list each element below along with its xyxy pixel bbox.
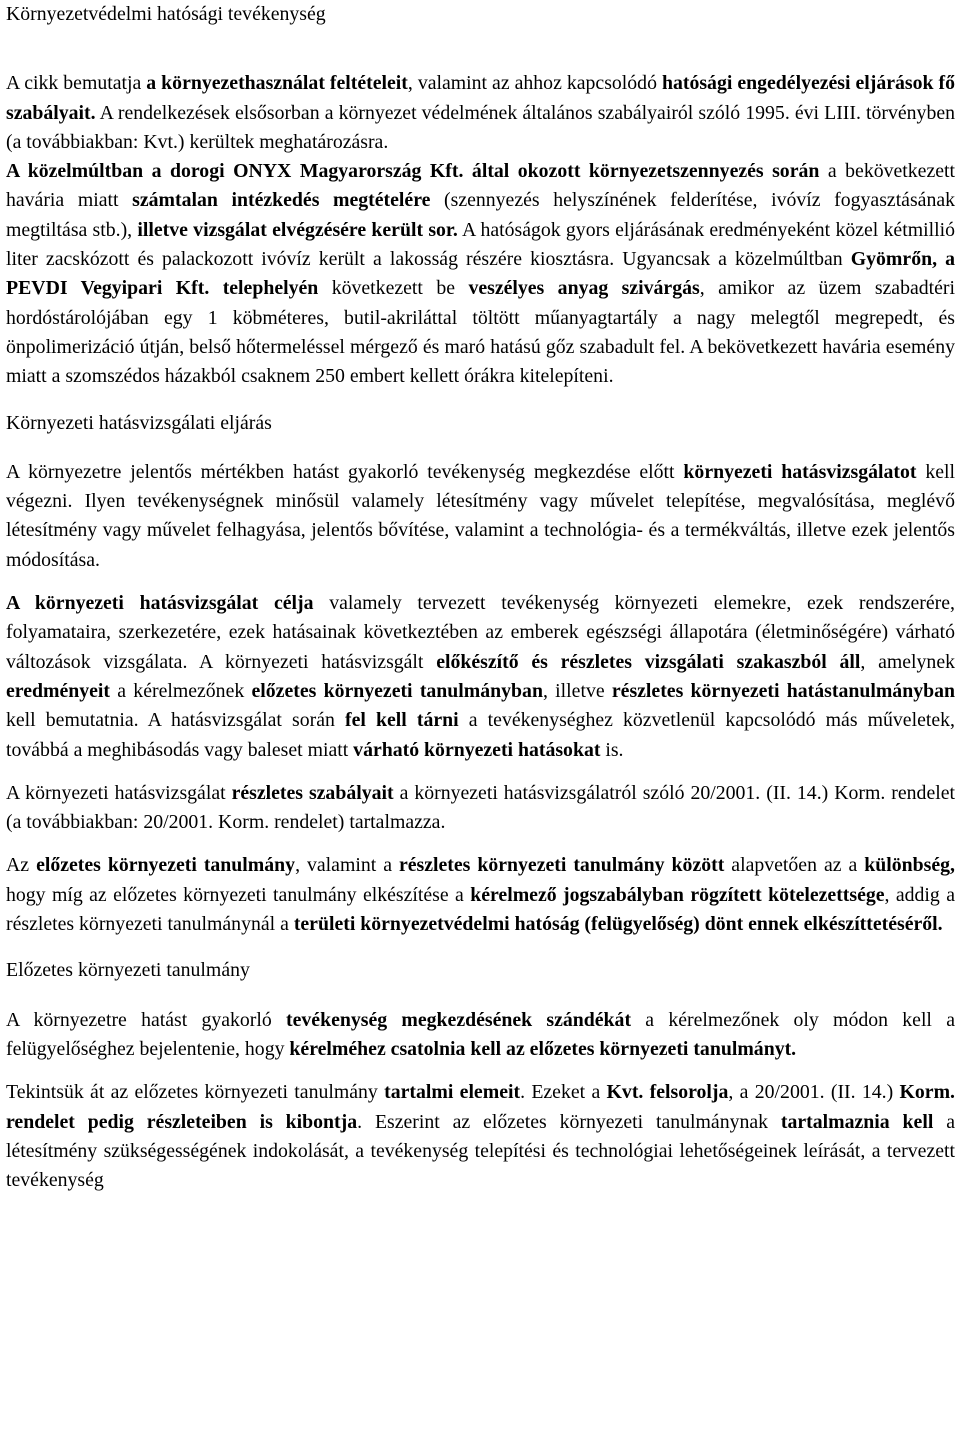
text-run: hogy míg az előzetes környezeti tanulmány elkészítése a [6, 883, 471, 906]
text-run: is. [600, 738, 624, 761]
bold-text: előkészítő és részletes vizsgálati szakaszból áll [436, 650, 861, 673]
bold-text: eredményeit [6, 679, 110, 702]
bold-text: várható környezeti hatásokat [353, 738, 601, 761]
text-run: , a 20/2001. (II. 14.) [728, 1081, 900, 1104]
paragraph [6, 779, 955, 838]
text-run: . Eszerint az előzetes környezeti tanulmánynak [357, 1110, 781, 1133]
paragraph [6, 589, 955, 765]
bold-text: a környezethasználat feltételeit [146, 72, 408, 95]
bold-text: tartalmaznia kell [780, 1110, 934, 1133]
bold-text: területi környezetvédelmi hatóság (felügyelőség) dönt ennek elkészíttetéséről. [293, 913, 943, 936]
bold-text: A közelmúltban a dorogi ONYX Magyarország Kft. által okozott környezetszennyezés során [6, 160, 820, 183]
bold-text: veszélyes anyag szivárgás [468, 277, 700, 300]
bold-text: illetve vizsgálat elvégzésére került sor. [137, 218, 458, 241]
bold-text: Kvt. felsorolja [606, 1081, 729, 1104]
text-run: a tevékenységhez közvetlenül kapcsolódó más műveletek, továbbá a meghibásodás vagy baleset miatt [6, 709, 955, 761]
text-run: valamely tervezett tevékenység környezeti elemekre, ezek rendszerére, folyamataira, szerkezetére, ezek hatásainak következtében az emberek egészségi állapotára (életminőségére) várható változások vizsgálata. A környezeti hatásvizsgált [6, 592, 955, 673]
bold-text: fel kell tárni [345, 709, 459, 732]
text-run: a környezeti hatásvizsgálatról szóló 20/2001. (II. 14.) Korm. rendelet (a továbbiakban: 20/2001. Korm. rendelet) tartalmazza. [6, 781, 956, 834]
section-heading: Környezeti hatásvizsgálati eljárás [6, 411, 272, 434]
bold-text: A környezeti hatásvizsgálat célja [6, 592, 314, 615]
text-run: alapvetően az a [724, 854, 865, 877]
text-run: a kérelmezőnek oly módon kell a felügyelőséghez bejelentenie, hogy [6, 1008, 955, 1060]
bold-text: Gyömrőn, a PEVDI Vegyipari Kft. telephelyén [6, 248, 955, 300]
text-run: A környezeti hatásvizsgálat [6, 781, 232, 804]
text-run: kell végezni. Ilyen tevékenységnek minősül valamely létesítmény vagy művelet telepítése, megvalósítása, meglévő létesítmény vagy művelet felhagyása, jelentős bővítése, valamint a technológia- és a termékváltás, illetve ezek jelentős módosítása. [6, 460, 955, 571]
bold-text: részletes szabályait [231, 781, 394, 804]
paragraph [6, 1006, 955, 1065]
text-run: következett be [318, 277, 469, 300]
text-run: (szennyezés helyszínének felderítése, ivóvíz fogyasztásának megtiltása stb.), [6, 189, 956, 241]
text-run: A környezetre hatást gyakorló [6, 1008, 287, 1031]
bold-text: kérelmező jogszabályban rögzített kötelezettsége [470, 883, 885, 906]
paragraph [6, 458, 955, 575]
text-run: A környezetre jelentős mértékben hatást gyakorló tevékenység megkezdése előtt [6, 460, 684, 483]
bold-text: előzetes környezeti tanulmányban [251, 679, 543, 702]
paragraph [6, 157, 955, 391]
section-heading: Előzetes környezeti tanulmány [6, 959, 250, 982]
bold-text: tartalmi elemeit [384, 1081, 521, 1104]
bold-text: előzetes környezeti tanulmány [36, 854, 296, 877]
text-run: a létesítmény szükségességének indokolását, a tevékenység telepítési és technológiai lehetőségeinek leírását, a tervezett tevékenység [6, 1110, 955, 1192]
text-run: , illetve [542, 679, 612, 702]
text-run: , addig a részletes környezeti tanulmánynál a [6, 883, 955, 936]
text-run: , valamint az ahhoz kapcsolódó [407, 72, 662, 95]
paragraph [6, 69, 955, 157]
page-title: Környezetvédelmi hatósági tevékenység [6, 3, 326, 25]
text-run: a bekövetkezett havária miatt [6, 160, 956, 212]
paragraph [6, 851, 955, 939]
text-run: A hatóságok gyors eljárásának eredményeként közel kétmillió liter zacskózott és palackozott ivóvíz került a lakosság részére kiosztásra. Ugyancsak a közelmúltban [6, 218, 955, 271]
text-run: kell bemutatnia. A hatásvizsgálat során [6, 709, 346, 732]
text-run: Tekintsük át az előzetes környezeti tanulmány [6, 1081, 385, 1104]
text-run: Az [6, 854, 37, 877]
text-run: . Ezeket a [520, 1081, 607, 1104]
bold-text: tevékenység megkezdésének szándékát [286, 1008, 632, 1031]
bold-text: Korm. rendelet pedig részleteiben is kibontja [6, 1081, 955, 1133]
bold-text: környezeti hatásvizsgálatot [683, 460, 917, 483]
paragraph [6, 1078, 955, 1195]
bold-text: kérelméhez csatolnia kell az előzetes környezeti tanulmányt. [289, 1037, 797, 1060]
text-run: A cikk bemutatja [6, 72, 147, 95]
text-run: a kérelmezőnek [110, 679, 252, 702]
bold-text: különbség, [864, 854, 955, 877]
text-run: , amelynek [860, 650, 955, 673]
text-run: , valamint a [295, 854, 399, 877]
bold-text: hatósági engedélyezési eljárások fő szabályait. [6, 72, 956, 124]
bold-text: számtalan intézkedés megtételére [132, 189, 431, 212]
bold-text: részletes környezeti tanulmány között [398, 854, 725, 877]
text-run: A rendelkezések elsősorban a környezet védelmének általános szabályairól szóló 1995. évi LIII. törvényben (a továbbiakban: Kvt.) kerültek meghatározásra. [6, 101, 955, 153]
text-run: , amikor az üzem szabadtéri hordóstárolójában egy 1 köbméteres, butil-akriláttal töltött műanyagtartály a nagy melegtől megrepedt, és önpolimerizáció útján, belső hőtermeléssel mérgező és maró hatású gőz szabadult fel. A bekövetkezett havária esemény miatt a szomszédos házakból csaknem 250 embert kellett órákra kitelepíteni. [6, 277, 955, 388]
bold-text: részletes környezeti hatástanulmányban [611, 679, 955, 702]
